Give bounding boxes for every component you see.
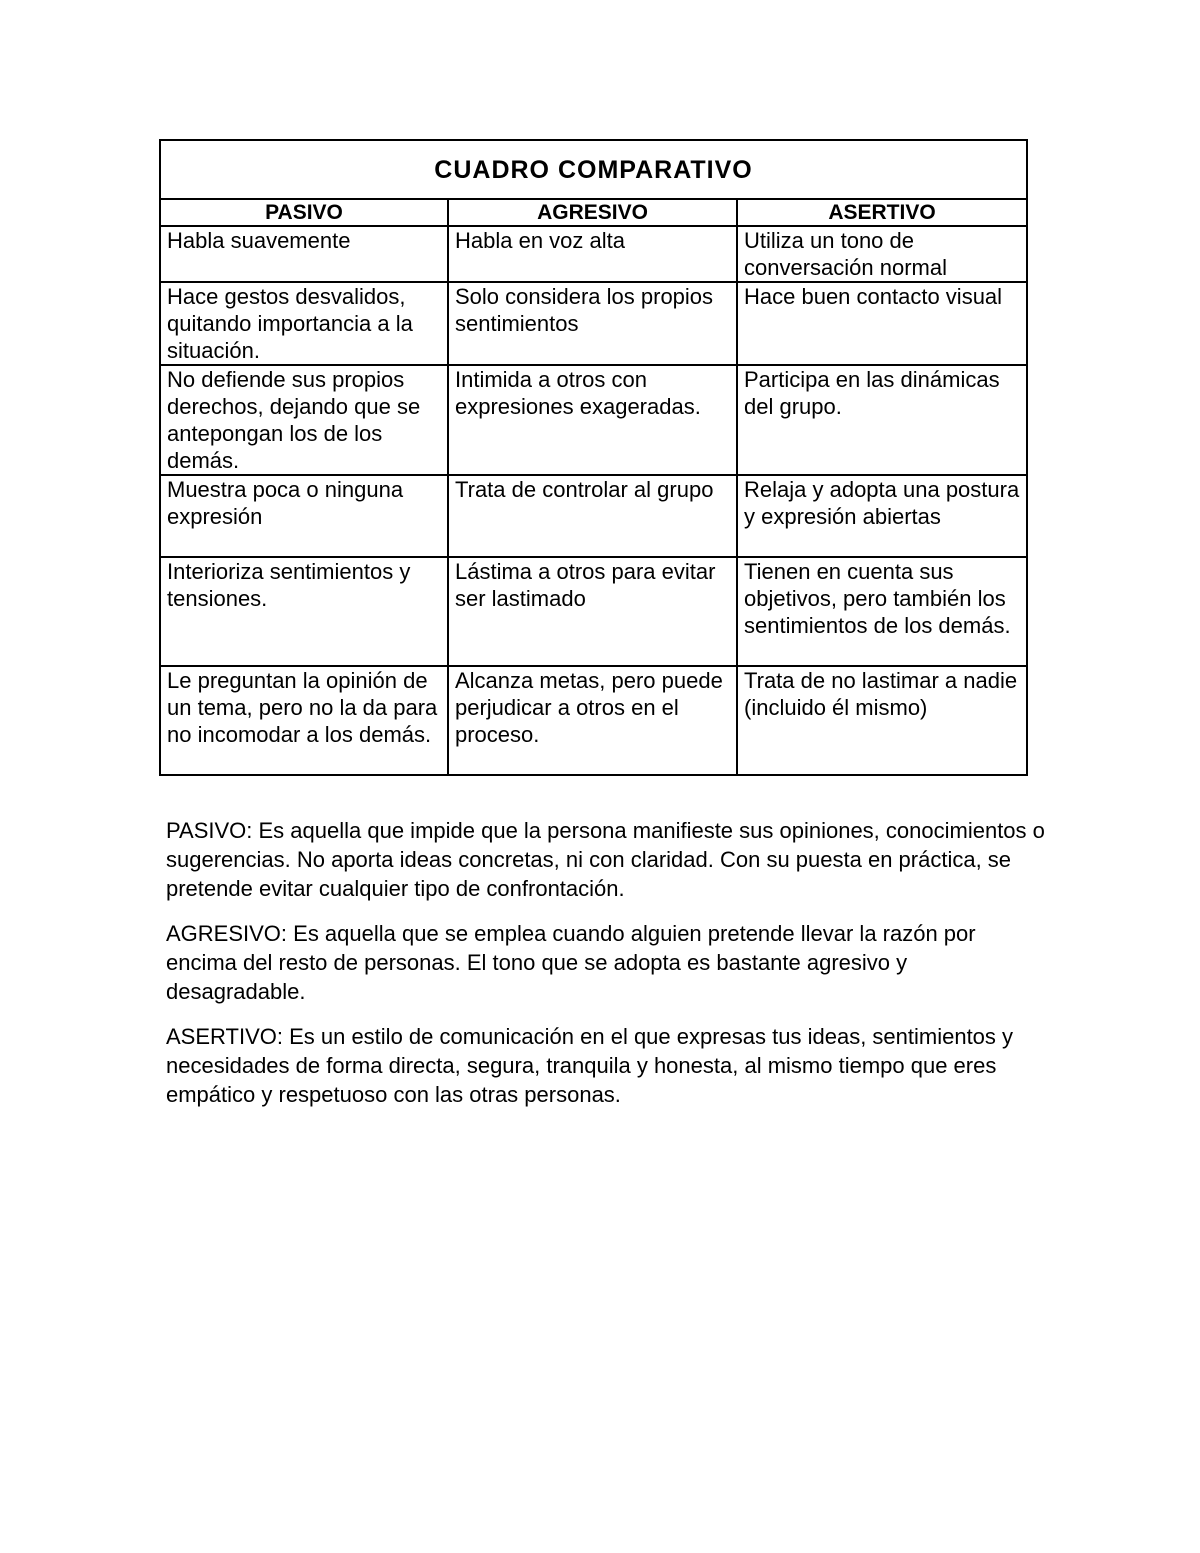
cell-pasivo: Hace gestos desvalidos, quitando importancia a la situación. [160,282,448,365]
cell-agresivo: Intimida a otros con expresiones exageradas. [448,365,737,475]
table-row [160,475,1027,557]
cell-agresivo: Habla en voz alta [448,226,737,282]
table-row [160,226,1027,282]
cell-asertivo: Utiliza un tono de conversación normal [737,226,1027,282]
cell-agresivo: Alcanza metas, pero puede perjudicar a otros en el proceso. [448,666,737,775]
definition-pasivo: PASIVO: Es aquella que impide que la persona manifieste sus opiniones, conocimientos o sugerencias. No aporta ideas concretas, ni con claridad. Con su puesta en práctica, se pretende evitar cualquier tipo de confrontación. [166,818,1045,901]
cell-pasivo: No defiende sus propios derechos, dejando que se antepongan los de los demás. [160,365,448,475]
cell-agresivo: Lástima a otros para evitar ser lastimado [448,557,737,666]
definition-agresivo: AGRESIVO: Es aquella que se emplea cuando alguien pretende llevar la razón por encima del resto de personas. El tono que se adopta es bastante agresivo y desagradable. [166,921,976,1004]
definitions [166,816,1046,1125]
definition-asertivo: ASERTIVO: Es un estilo de comunicación en el que expresas tus ideas, sentimientos y necesidades de forma directa, segura, tranquila y honesta, al mismo tiempo que eres empático y respetuoso con las otras personas. [166,1024,1014,1107]
cell-asertivo: Trata de no lastimar a nadie (incluido él mismo) [737,666,1027,775]
table-row [160,557,1027,666]
comparison-table [159,139,1028,776]
header-agresivo: AGRESIVO [448,199,737,226]
header-asertivo: ASERTIVO [737,199,1027,226]
cell-pasivo: Muestra poca o ninguna expresión [160,475,448,557]
cell-asertivo: Participa en las dinámicas del grupo. [737,365,1027,475]
table-row [160,666,1027,775]
table-row [160,365,1027,475]
cell-asertivo: Hace buen contacto visual [737,282,1027,365]
table-title: CUADRO COMPARATIVO [160,140,1027,199]
cell-agresivo: Trata de controlar al grupo [448,475,737,557]
header-pasivo: PASIVO [160,199,448,226]
cell-pasivo: Le preguntan la opinión de un tema, pero no la da para no incomodar a los demás. [160,666,448,775]
table-row [160,282,1027,365]
cell-pasivo: Habla suavemente [160,226,448,282]
cell-agresivo: Solo considera los propios sentimientos [448,282,737,365]
cell-asertivo: Relaja y adopta una postura y expresión abiertas [737,475,1027,557]
cell-asertivo: Tienen en cuenta sus objetivos, pero también los sentimientos de los demás. [737,557,1027,666]
cell-pasivo: Interioriza sentimientos y tensiones. [160,557,448,666]
